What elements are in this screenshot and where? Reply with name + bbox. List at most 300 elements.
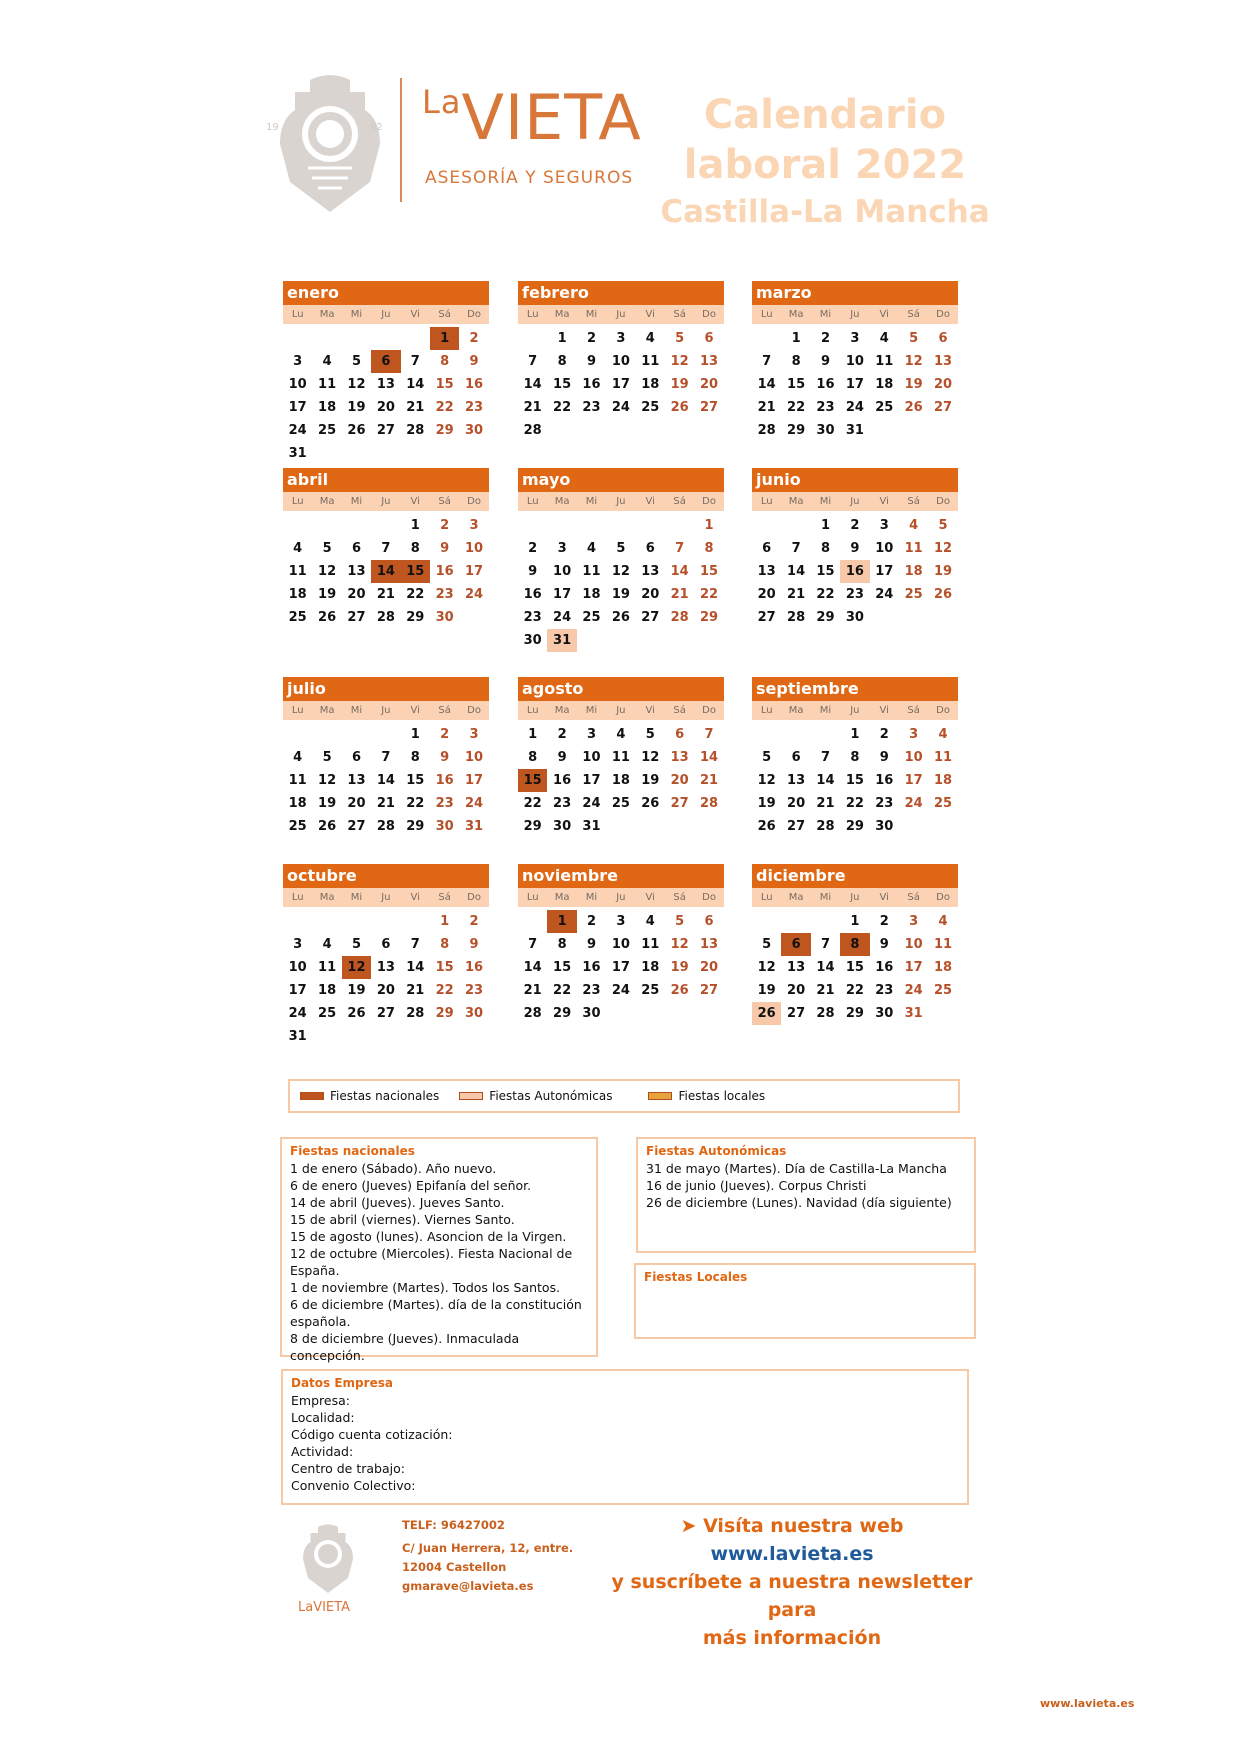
- day-cell: 20: [757, 587, 776, 602]
- day-cell: 22: [435, 983, 454, 998]
- day-cell: 22: [787, 400, 806, 415]
- day-cell: 5: [938, 518, 948, 533]
- days-grid: [752, 514, 958, 629]
- day-cell: 18: [318, 400, 337, 415]
- day-cell: 16: [875, 960, 894, 975]
- day-cell: 28: [376, 819, 395, 834]
- day-cell: 16: [523, 587, 542, 602]
- day-cell: 6: [675, 727, 685, 742]
- day-cell: 2: [440, 727, 450, 742]
- day-cell: 8: [850, 750, 860, 765]
- days-grid: [518, 723, 724, 838]
- year-left: 19: [266, 122, 279, 133]
- day-cell: 11: [933, 937, 953, 952]
- day-cell: 6: [791, 750, 801, 765]
- day-cell: 9: [440, 541, 450, 556]
- day-cell: 17: [875, 564, 894, 579]
- day-cell: 29: [845, 819, 864, 834]
- fiesta-nacional-line: 15 de agosto (lunes). Asoncion de la Virgen.: [290, 1229, 567, 1244]
- day-cell: 12: [670, 937, 689, 952]
- day-cell: 13: [699, 354, 719, 369]
- weekday-label: Mi: [585, 892, 598, 903]
- day-cell: 26: [318, 610, 337, 625]
- day-cell: 29: [523, 819, 542, 834]
- day-cell: 13: [787, 960, 806, 975]
- day-cell: 10: [288, 377, 307, 392]
- weekday-label: Vi: [879, 705, 889, 716]
- weekday-label: Lu: [526, 309, 539, 320]
- days-grid: [752, 723, 958, 838]
- day-cell: 15: [435, 377, 454, 392]
- day-cell: 8: [410, 541, 420, 556]
- day-cell: 23: [435, 587, 454, 602]
- day-cell: 27: [787, 819, 806, 834]
- day-cell: 4: [879, 331, 889, 346]
- days-grid: [283, 327, 489, 465]
- day-cell: 6: [381, 937, 391, 952]
- day-cell: 3: [469, 518, 479, 533]
- day-cell: 7: [410, 354, 420, 369]
- day-cell: 16: [435, 564, 454, 579]
- day-cell: 5: [762, 937, 772, 952]
- weekday-label: Lu: [760, 705, 773, 716]
- day-cell: 5: [322, 750, 332, 765]
- month-title: enero: [283, 281, 489, 305]
- weekday-label: Mi: [585, 496, 598, 507]
- day-cell: 16: [582, 377, 601, 392]
- day-cell: 7: [820, 750, 830, 765]
- weekday-label: Do: [467, 705, 481, 716]
- day-cell: 17: [464, 773, 484, 788]
- day-cell: 21: [757, 400, 776, 415]
- day-cell: 12: [757, 773, 776, 788]
- day-cell: 17: [611, 960, 630, 975]
- day-cell: 21: [787, 587, 806, 602]
- day-cell: 3: [293, 354, 303, 369]
- legend-autonomicas: Fiestas Autonómicas: [459, 1089, 612, 1103]
- day-cell: 30: [582, 1006, 601, 1021]
- day-cell: 9: [440, 750, 450, 765]
- day-cell: 9: [557, 750, 567, 765]
- weekday-header: [752, 492, 958, 511]
- weekday-label: Mi: [819, 496, 832, 507]
- day-cell: 26: [752, 1002, 781, 1025]
- month-title: junio: [752, 468, 958, 492]
- weekday-label: Mi: [585, 705, 598, 716]
- day-cell: 18: [933, 960, 953, 975]
- weekday-label: Lu: [526, 892, 539, 903]
- day-cell: 25: [875, 400, 894, 415]
- datos-empresa-line: Convenio Colectivo:: [291, 1478, 416, 1493]
- day-cell: 6: [781, 933, 810, 956]
- train-logo-icon: [270, 72, 390, 212]
- day-cell: 10: [464, 541, 484, 556]
- promo-web-link[interactable]: www.lavieta.es: [710, 1543, 874, 1565]
- weekday-label: Lu: [291, 705, 304, 716]
- weekday-label: Ju: [381, 705, 391, 716]
- day-cell: 10: [904, 937, 923, 952]
- day-cell: 21: [406, 983, 425, 998]
- day-cell: 10: [553, 564, 572, 579]
- fiestas-nacionales-title: Fiestas nacionales: [290, 1144, 415, 1158]
- day-cell: 17: [288, 400, 307, 415]
- month-noviembre: [518, 864, 724, 1025]
- day-cell: 6: [351, 541, 361, 556]
- day-cell: 4: [909, 518, 919, 533]
- month-title: abril: [283, 468, 489, 492]
- day-cell: 26: [641, 796, 660, 811]
- day-cell: 20: [376, 400, 395, 415]
- day-cell: 20: [347, 796, 366, 811]
- weekday-header: [752, 888, 958, 907]
- day-cell: 13: [641, 564, 660, 579]
- weekday-label: Ju: [381, 496, 391, 507]
- day-cell: 22: [523, 796, 542, 811]
- weekday-header: [518, 305, 724, 324]
- weekday-header: [283, 492, 489, 511]
- datos-empresa-line: Empresa:: [291, 1393, 350, 1408]
- day-cell: 16: [582, 960, 601, 975]
- day-cell: 5: [675, 914, 685, 929]
- day-cell: 25: [933, 796, 953, 811]
- day-cell: 3: [586, 727, 596, 742]
- day-cell: 9: [879, 750, 889, 765]
- fiesta-nacional-line: 14 de abril (Jueves). Jueves Santo.: [290, 1195, 505, 1210]
- day-cell: 27: [376, 423, 395, 438]
- datos-empresa-line: Centro de trabajo:: [291, 1461, 405, 1476]
- weekday-header: [518, 492, 724, 511]
- day-cell: 14: [670, 564, 689, 579]
- day-cell: 28: [757, 423, 776, 438]
- day-cell: 22: [435, 400, 454, 415]
- weekday-label: Ju: [850, 892, 860, 903]
- weekday-label: Mi: [819, 309, 832, 320]
- day-cell: 4: [645, 331, 655, 346]
- day-cell: 1: [410, 518, 420, 533]
- month-title: septiembre: [752, 677, 958, 701]
- day-cell: 4: [586, 541, 596, 556]
- day-cell: 23: [816, 400, 835, 415]
- fiesta-nacional-line: 1 de enero (Sábado). Año nuevo.: [290, 1161, 497, 1176]
- weekday-label: Vi: [645, 892, 655, 903]
- day-cell: 15: [816, 564, 835, 579]
- day-cell: 3: [469, 727, 479, 742]
- weekday-label: Ma: [554, 496, 570, 507]
- day-cell: 13: [670, 750, 689, 765]
- day-cell: 11: [641, 937, 660, 952]
- day-cell: 19: [933, 564, 953, 579]
- day-cell: 25: [318, 423, 337, 438]
- day-cell: 8: [704, 541, 714, 556]
- weekday-label: Lu: [291, 892, 304, 903]
- day-cell: 18: [875, 377, 894, 392]
- day-cell: 19: [318, 796, 337, 811]
- day-cell: 20: [376, 983, 395, 998]
- weekday-label: Ju: [850, 309, 860, 320]
- day-cell: 22: [699, 587, 719, 602]
- day-cell: 2: [469, 914, 479, 929]
- day-cell: 16: [464, 377, 484, 392]
- weekday-header: [518, 701, 724, 720]
- day-cell: 9: [820, 354, 830, 369]
- day-cell: 6: [762, 541, 772, 556]
- day-cell: 4: [938, 914, 948, 929]
- day-cell: 7: [381, 541, 391, 556]
- datos-empresa-line: Código cuenta cotización:: [291, 1427, 453, 1442]
- calendar-title: [660, 90, 990, 234]
- day-cell: 17: [845, 377, 864, 392]
- day-cell: 31: [582, 819, 601, 834]
- day-cell: 19: [611, 587, 630, 602]
- day-cell: 1: [557, 331, 567, 346]
- day-cell: 24: [611, 983, 630, 998]
- weekday-label: Do: [702, 705, 716, 716]
- day-cell: 24: [288, 1006, 307, 1021]
- day-cell: 30: [875, 1006, 894, 1021]
- day-cell: 12: [342, 956, 371, 979]
- day-cell: 18: [933, 773, 953, 788]
- weekday-label: Ju: [616, 705, 626, 716]
- brand-name: $^{La}$VIETA: [422, 81, 642, 154]
- fiestas-nacionales-box: [280, 1137, 598, 1363]
- weekday-label: Do: [702, 309, 716, 320]
- day-cell: 15: [699, 564, 719, 579]
- day-cell: 30: [845, 610, 864, 625]
- day-cell: 19: [318, 587, 337, 602]
- day-cell: 30: [435, 819, 454, 834]
- day-cell: 27: [347, 819, 366, 834]
- weekday-label: Mi: [350, 705, 363, 716]
- day-cell: 2: [586, 331, 596, 346]
- day-cell: 27: [699, 400, 719, 415]
- title-line-2: laboral 2022: [683, 142, 967, 188]
- day-cell: 4: [616, 727, 626, 742]
- weekday-label: Do: [467, 309, 481, 320]
- day-cell: 21: [406, 400, 425, 415]
- company-logo: [266, 72, 650, 212]
- weekday-label: Lu: [526, 496, 539, 507]
- day-cell: 4: [938, 727, 948, 742]
- day-cell: 14: [376, 773, 395, 788]
- promo-line-2: y suscríbete a nuestra newsletter para: [611, 1571, 973, 1621]
- weekday-label: Lu: [760, 892, 773, 903]
- day-cell: 7: [528, 937, 538, 952]
- day-cell: 8: [820, 541, 830, 556]
- logo-divider: [400, 78, 402, 202]
- fiesta-autonomica-line: 26 de diciembre (Lunes). Navidad (día siguiente): [646, 1195, 952, 1210]
- day-cell: 26: [757, 819, 776, 834]
- day-cell: 2: [850, 518, 860, 533]
- day-cell: 2: [879, 727, 889, 742]
- day-cell: 27: [787, 1006, 806, 1021]
- day-cell: 26: [347, 1006, 366, 1021]
- day-cell: 18: [288, 796, 307, 811]
- day-cell: 9: [586, 354, 596, 369]
- weekday-label: Mi: [819, 892, 832, 903]
- day-cell: 18: [582, 587, 601, 602]
- weekday-header: [752, 305, 958, 324]
- day-cell: 15: [845, 773, 864, 788]
- legend-swatch-locales: [648, 1092, 672, 1100]
- day-cell: 30: [435, 610, 454, 625]
- days-grid: [752, 910, 958, 1025]
- fiestas-autonomicas-box: [636, 1137, 976, 1253]
- days-grid: [518, 327, 724, 442]
- day-cell: 1: [820, 518, 830, 533]
- day-cell: 21: [523, 983, 542, 998]
- weekday-header: [283, 888, 489, 907]
- day-cell: 22: [553, 400, 572, 415]
- day-cell: 19: [757, 983, 776, 998]
- day-cell: 24: [553, 610, 572, 625]
- day-cell: 27: [670, 796, 689, 811]
- day-cell: 13: [933, 354, 953, 369]
- day-cell: 14: [699, 750, 719, 765]
- weekday-label: Vi: [879, 892, 889, 903]
- day-cell: 6: [351, 750, 361, 765]
- days-grid: [283, 514, 489, 629]
- day-cell: 19: [347, 400, 366, 415]
- day-cell: 16: [875, 773, 894, 788]
- day-cell: 20: [641, 587, 660, 602]
- weekday-label: Ma: [554, 309, 570, 320]
- day-cell: 1: [440, 914, 450, 929]
- day-cell: 1: [704, 518, 714, 533]
- month-title: octubre: [283, 864, 489, 888]
- day-cell: 9: [586, 937, 596, 952]
- day-cell: 23: [553, 796, 572, 811]
- day-cell: 17: [904, 773, 923, 788]
- day-cell: 9: [469, 937, 479, 952]
- day-cell: 3: [909, 727, 919, 742]
- day-cell: 8: [557, 937, 567, 952]
- weekday-label: Sá: [438, 705, 451, 716]
- day-cell: 17: [288, 983, 307, 998]
- day-cell: 11: [641, 354, 660, 369]
- day-cell: 9: [879, 937, 889, 952]
- day-cell: 10: [582, 750, 601, 765]
- day-cell: 15: [435, 960, 454, 975]
- month-julio: [283, 677, 489, 838]
- day-cell: 24: [288, 423, 307, 438]
- month-enero: [283, 281, 489, 465]
- weekday-label: Vi: [879, 309, 889, 320]
- day-cell: 5: [762, 750, 772, 765]
- day-cell: 24: [875, 587, 894, 602]
- day-cell: 11: [611, 750, 630, 765]
- site-link[interactable]: www.lavieta.es: [1040, 1697, 1135, 1710]
- day-cell: 6: [371, 350, 400, 373]
- day-cell: 14: [406, 960, 425, 975]
- weekday-label: Ma: [319, 496, 335, 507]
- weekday-label: Vi: [410, 892, 420, 903]
- day-cell: 25: [933, 983, 953, 998]
- datos-empresa-title: Datos Empresa: [291, 1376, 393, 1390]
- day-cell: 5: [351, 354, 361, 369]
- fiesta-nacional-line: 12 de octubre (Miercoles). Fiesta Nacional de: [290, 1246, 573, 1261]
- day-cell: 4: [293, 541, 303, 556]
- day-cell: 21: [523, 400, 542, 415]
- arrow-icon: ➤: [680, 1515, 697, 1537]
- day-cell: 14: [816, 960, 835, 975]
- day-cell: 14: [371, 560, 400, 583]
- day-cell: 15: [553, 960, 572, 975]
- day-cell: 26: [347, 423, 366, 438]
- day-cell: 18: [611, 773, 630, 788]
- day-cell: 24: [845, 400, 864, 415]
- day-cell: 13: [787, 773, 806, 788]
- weekday-label: Ma: [319, 892, 335, 903]
- fiesta-autonomica-line: 16 de junio (Jueves). Corpus Christi: [646, 1178, 867, 1193]
- weekday-label: Do: [936, 309, 950, 320]
- day-cell: 24: [582, 796, 601, 811]
- day-cell: 22: [816, 587, 835, 602]
- day-cell: 20: [787, 983, 806, 998]
- day-cell: 25: [288, 610, 307, 625]
- contact-email[interactable]: gmarave@lavieta.es: [402, 1579, 534, 1593]
- day-cell: 2: [440, 518, 450, 533]
- day-cell: 29: [699, 610, 719, 625]
- day-cell: 19: [641, 773, 660, 788]
- weekday-label: Ma: [554, 892, 570, 903]
- day-cell: 4: [645, 914, 655, 929]
- datos-empresa-line: Localidad:: [291, 1410, 355, 1425]
- day-cell: 21: [816, 796, 835, 811]
- day-cell: 28: [406, 423, 425, 438]
- day-cell: 13: [376, 377, 395, 392]
- day-cell: 6: [704, 914, 714, 929]
- day-cell: 12: [757, 960, 776, 975]
- day-cell: 23: [875, 983, 894, 998]
- day-cell: 12: [318, 564, 337, 579]
- day-cell: 20: [670, 773, 689, 788]
- weekday-label: Do: [467, 892, 481, 903]
- day-cell: 10: [875, 541, 894, 556]
- day-cell: 12: [933, 541, 953, 556]
- day-cell: 16: [464, 960, 484, 975]
- day-cell: 15: [406, 773, 425, 788]
- day-cell: 14: [787, 564, 806, 579]
- day-cell: 28: [816, 819, 835, 834]
- weekday-label: Ju: [850, 705, 860, 716]
- day-cell: 15: [787, 377, 806, 392]
- day-cell: 10: [611, 354, 630, 369]
- weekday-label: Sá: [438, 892, 451, 903]
- day-cell: 1: [850, 914, 860, 929]
- day-cell: 1: [547, 910, 576, 933]
- day-cell: 14: [406, 377, 425, 392]
- day-cell: 12: [611, 564, 630, 579]
- day-cell: 20: [787, 796, 806, 811]
- day-cell: 9: [469, 354, 479, 369]
- weekday-label: Vi: [410, 496, 420, 507]
- day-cell: 3: [850, 331, 860, 346]
- day-cell: 29: [435, 423, 454, 438]
- day-cell: 31: [845, 423, 864, 438]
- day-cell: 3: [879, 518, 889, 533]
- day-cell: 17: [553, 587, 572, 602]
- weekday-header: [283, 701, 489, 720]
- month-mayo: [518, 468, 724, 652]
- days-grid: [283, 910, 489, 1048]
- days-grid: [518, 514, 724, 652]
- day-cell: 28: [523, 423, 542, 438]
- day-cell: 25: [641, 983, 660, 998]
- day-cell: 19: [757, 796, 776, 811]
- month-diciembre: [752, 864, 958, 1025]
- weekday-label: Ma: [788, 705, 804, 716]
- day-cell: 15: [845, 960, 864, 975]
